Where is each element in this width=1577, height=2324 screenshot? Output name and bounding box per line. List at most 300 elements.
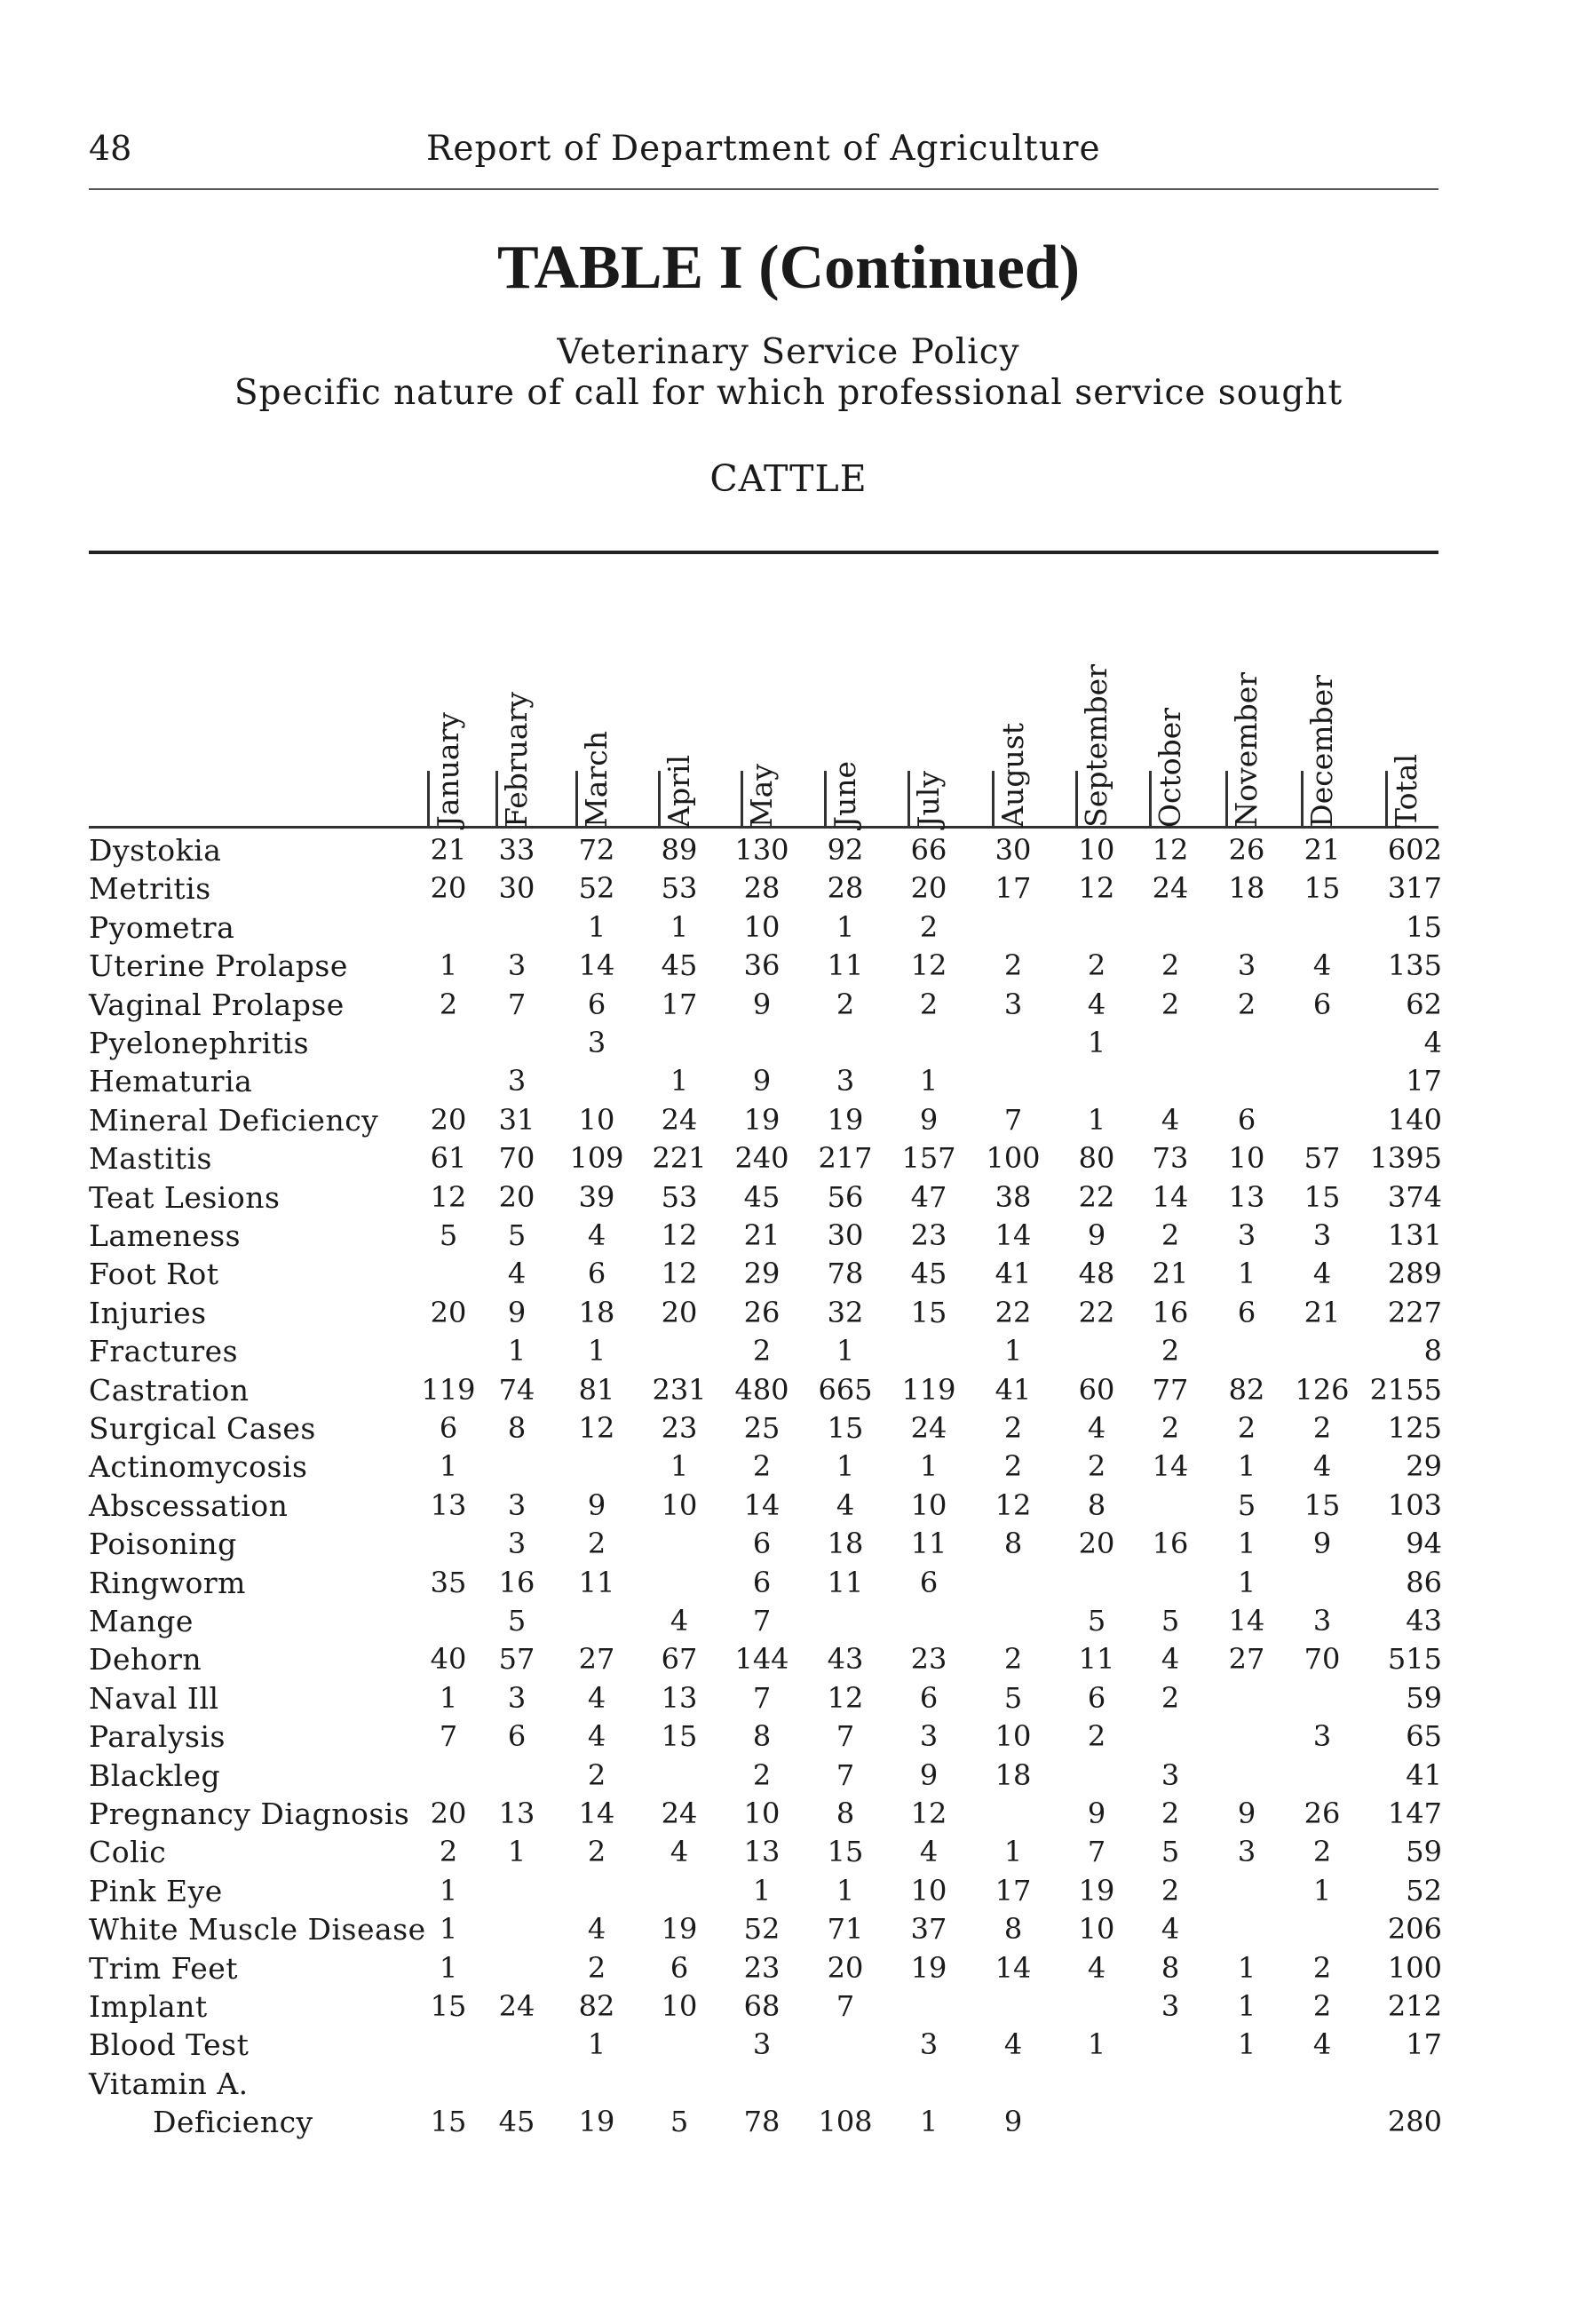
table-cell: 231 xyxy=(652,1372,707,1407)
row-label: Surgical Cases xyxy=(89,1411,316,1446)
table-cell: 4 xyxy=(1087,1411,1106,1445)
table-cell: 1 xyxy=(1237,1950,1256,1985)
table-cell: 1 xyxy=(1237,1257,1256,1291)
table-row xyxy=(0,1989,1577,2028)
row-label: Naval Ill xyxy=(89,1680,219,1716)
table-cell: 665 xyxy=(818,1372,873,1407)
table-row xyxy=(0,1373,1577,1412)
row-label: Pregnancy Diagnosis xyxy=(89,1797,410,1831)
table-cell: 12 xyxy=(910,948,947,983)
table-cell: 38 xyxy=(995,1179,1032,1214)
table-cell: 119 xyxy=(421,1372,476,1407)
table-cell: 45 xyxy=(661,948,698,983)
row-label: Trim Feet xyxy=(89,1950,239,1986)
table-cell: 1 xyxy=(836,1449,855,1484)
total-cell: 212 xyxy=(1387,1989,1442,2023)
table-cell: 1 xyxy=(1087,1102,1106,1137)
row-label: Vitamin A. xyxy=(89,2066,249,2101)
table-cell: 2 xyxy=(587,1527,606,1561)
table-cell: 18 xyxy=(1228,871,1265,906)
running-head: Report of Department of Agriculture xyxy=(426,129,1101,169)
table-cell: 4 xyxy=(1003,2027,1023,2062)
table-cell: 8 xyxy=(836,1797,855,1830)
row-label: Dystokia xyxy=(89,833,222,868)
table-cell: 4 xyxy=(1161,1912,1180,1947)
column-header-rule xyxy=(992,771,995,828)
column-header xyxy=(995,561,1038,828)
table-cell: 68 xyxy=(743,1989,781,2023)
table-cell: 82 xyxy=(1228,1372,1265,1407)
table-subtitle: Veterinary Service Policy xyxy=(557,332,1020,372)
table-cell: 9 xyxy=(587,1487,606,1522)
table-cell: 7 xyxy=(836,1719,855,1754)
table-cell: 41 xyxy=(995,1257,1032,1291)
table-cell: 3 xyxy=(1237,948,1256,983)
table-cell: 21 xyxy=(1304,833,1341,867)
table-cell: 21 xyxy=(743,1218,781,1252)
column-header-label: December xyxy=(1304,675,1339,828)
table-cell: 5 xyxy=(1161,1604,1180,1638)
table-row xyxy=(0,1257,1577,1296)
column-header-label: April xyxy=(662,755,696,828)
row-label: Hematuria xyxy=(89,1064,253,1099)
table-cell: 14 xyxy=(743,1487,781,1522)
table-cell: 2 xyxy=(752,1757,772,1792)
table-cell: 6 xyxy=(1237,1295,1256,1329)
table-cell: 22 xyxy=(1078,1179,1115,1214)
column-header xyxy=(1229,561,1272,828)
table-cell: 15 xyxy=(1304,1487,1341,1522)
column-header-label: Total xyxy=(1389,754,1423,828)
table-cell: 73 xyxy=(1152,1141,1189,1176)
table-cell: 14 xyxy=(995,1950,1032,1985)
table-cell: 12 xyxy=(827,1680,864,1715)
column-header xyxy=(911,561,954,828)
table-cell: 1 xyxy=(670,1449,689,1484)
table-cell: 25 xyxy=(743,1411,781,1445)
table-cell: 1 xyxy=(1237,2027,1256,2062)
table-row xyxy=(0,1218,1577,1257)
table-cell: 2 xyxy=(1003,1411,1023,1445)
table-cell: 3 xyxy=(1161,1989,1180,2023)
total-cell: 62 xyxy=(1406,987,1442,1021)
table-cell: 1 xyxy=(1237,1989,1256,2023)
table-cell: 9 xyxy=(919,1757,939,1792)
table-cell: 13 xyxy=(430,1487,467,1522)
row-label: Blood Test xyxy=(89,2027,250,2063)
column-header-rule xyxy=(575,771,578,828)
table-cell: 16 xyxy=(1152,1295,1189,1329)
table-cell: 43 xyxy=(827,1642,864,1677)
table-cell: 1 xyxy=(670,909,689,944)
table-cell: 9 xyxy=(919,1102,939,1137)
table-cell: 1 xyxy=(439,948,458,983)
table-cell: 8 xyxy=(507,1411,527,1445)
table-cell: 35 xyxy=(430,1565,467,1599)
total-cell: 17 xyxy=(1406,2027,1442,2062)
total-cell: 43 xyxy=(1406,1604,1442,1638)
table-cell: 10 xyxy=(661,1989,698,2023)
table-cell: 144 xyxy=(734,1642,789,1677)
table-cell: 20 xyxy=(430,1295,467,1329)
table-cell: 10 xyxy=(910,1873,947,1908)
table-cell: 70 xyxy=(498,1141,535,1176)
table-cell: 24 xyxy=(661,1102,698,1137)
table-cell: 2 xyxy=(1312,1411,1332,1445)
table-cell: 4 xyxy=(1312,948,1332,983)
table-row xyxy=(0,1912,1577,1951)
table-cell: 1 xyxy=(587,909,606,944)
table-cell: 2 xyxy=(1237,1411,1256,1445)
column-header-label: October xyxy=(1153,707,1187,828)
table-cell: 45 xyxy=(743,1179,781,1214)
table-cell: 119 xyxy=(901,1372,956,1407)
table-cell: 3 xyxy=(1003,987,1023,1021)
table-cell: 52 xyxy=(578,871,615,906)
table-cell: 3 xyxy=(752,2027,772,2062)
table-cell: 2 xyxy=(752,1334,772,1368)
table-cell: 2 xyxy=(1087,948,1106,983)
table-cell: 47 xyxy=(910,1179,947,1214)
table-cell: 1 xyxy=(836,909,855,944)
table-cell: 22 xyxy=(1078,1295,1115,1329)
table-cell: 19 xyxy=(578,2105,615,2139)
row-label: Lameness xyxy=(89,1218,242,1253)
row-label: Uterine Prolapse xyxy=(89,948,348,984)
table-cell: 9 xyxy=(1237,1797,1256,1830)
table-cell: 13 xyxy=(1228,1179,1265,1214)
table-cell: 10 xyxy=(1228,1141,1265,1176)
table-row xyxy=(0,1141,1577,1180)
table-cell: 29 xyxy=(743,1257,781,1291)
table-cell: 23 xyxy=(743,1950,781,1985)
table-cell: 221 xyxy=(652,1141,707,1176)
table-cell: 30 xyxy=(498,871,535,906)
total-cell: 2155 xyxy=(1369,1372,1442,1407)
table-cell: 7 xyxy=(439,1719,458,1754)
table-cell: 480 xyxy=(734,1372,789,1407)
table-cell: 1 xyxy=(1087,2027,1106,2062)
table-cell: 1 xyxy=(587,1334,606,1368)
column-header xyxy=(1153,561,1195,828)
table-row xyxy=(0,1797,1577,1836)
total-cell: 317 xyxy=(1387,871,1442,906)
table-cell: 9 xyxy=(752,987,772,1021)
table-cell: 130 xyxy=(734,833,789,867)
table-cell: 3 xyxy=(836,1064,855,1099)
row-label: Pyometra xyxy=(89,909,235,945)
table-row xyxy=(0,833,1577,872)
table-cell: 19 xyxy=(743,1102,781,1137)
table-cell: 5 xyxy=(507,1218,527,1252)
table-cell: 26 xyxy=(1228,833,1265,867)
column-header xyxy=(1304,561,1347,828)
column-header-rule xyxy=(907,771,910,828)
table-cell: 3 xyxy=(1237,1218,1256,1252)
table-row xyxy=(0,1411,1577,1450)
table-cell: 48 xyxy=(1078,1257,1115,1291)
table-cell: 30 xyxy=(827,1218,864,1252)
table-cell: 24 xyxy=(498,1989,535,2023)
table-row xyxy=(0,1488,1577,1527)
column-header-rule xyxy=(1149,771,1152,828)
table-row xyxy=(0,2027,1577,2066)
table-cell: 1 xyxy=(507,1835,527,1869)
table-cell: 32 xyxy=(827,1295,864,1329)
table-cell: 21 xyxy=(1304,1295,1341,1329)
table-cell: 78 xyxy=(743,2105,781,2139)
table-row xyxy=(0,1758,1577,1797)
table-cell: 10 xyxy=(743,1797,781,1830)
table-cell: 2 xyxy=(1161,1680,1180,1715)
table-cell: 2 xyxy=(1003,1642,1023,1677)
row-label: Mastitis xyxy=(89,1141,212,1177)
table-cell: 1 xyxy=(1237,1565,1256,1599)
table-cell: 10 xyxy=(910,1487,947,1522)
table-cell: 9 xyxy=(1312,1527,1332,1561)
table-cell: 2 xyxy=(1161,1797,1180,1830)
table-cell: 3 xyxy=(1161,1757,1180,1792)
table-cell: 13 xyxy=(661,1680,698,1715)
table-cell: 3 xyxy=(1237,1835,1256,1869)
table-title: TABLE I (Continued) xyxy=(496,234,1081,302)
table-cell: 2 xyxy=(752,1449,772,1484)
table-cell: 80 xyxy=(1078,1141,1115,1176)
table-cell: 4 xyxy=(1312,2027,1332,2062)
table-row xyxy=(0,910,1577,949)
total-cell: 86 xyxy=(1406,1565,1442,1599)
total-cell: 131 xyxy=(1387,1218,1442,1252)
table-cell: 20 xyxy=(430,1102,467,1137)
row-label: Pink Eye xyxy=(89,1873,223,1908)
table-cell: 2 xyxy=(1312,1835,1332,1869)
table-cell: 12 xyxy=(430,1179,467,1214)
total-cell: 206 xyxy=(1387,1912,1442,1947)
table-cell: 2 xyxy=(1161,1873,1180,1908)
table-cell: 23 xyxy=(910,1642,947,1677)
table-cell: 41 xyxy=(995,1372,1032,1407)
table-cell: 14 xyxy=(995,1218,1032,1252)
table-cell: 2 xyxy=(1237,987,1256,1021)
table-cell: 2 xyxy=(587,1950,606,1985)
table-cell: 24 xyxy=(910,1411,947,1445)
section-heading: CATTLE xyxy=(709,457,868,500)
table-cell: 2 xyxy=(1003,948,1023,983)
row-label: Vaginal Prolapse xyxy=(89,987,345,1022)
table-cell: 1 xyxy=(670,1064,689,1099)
table-cell: 2 xyxy=(1161,1411,1180,1445)
table-cell: 1 xyxy=(752,1873,772,1908)
table-cell: 7 xyxy=(752,1604,772,1638)
table-cell: 9 xyxy=(507,1295,527,1329)
table-cell: 1 xyxy=(439,1449,458,1484)
total-cell: 8 xyxy=(1423,1334,1442,1368)
table-cell: 10 xyxy=(995,1719,1032,1754)
table-cell: 15 xyxy=(827,1835,864,1869)
table-cell: 17 xyxy=(995,1873,1032,1908)
table-cell: 15 xyxy=(1304,871,1341,906)
row-label: Actinomycosis xyxy=(89,1449,308,1485)
column-header-label: June xyxy=(828,760,862,828)
column-header-label: August xyxy=(995,723,1030,828)
table-row xyxy=(0,1835,1577,1874)
total-cell: 103 xyxy=(1387,1487,1442,1522)
table-cell: 5 xyxy=(1003,1680,1023,1715)
total-cell: 280 xyxy=(1387,2105,1442,2139)
table-cell: 1 xyxy=(1003,1334,1023,1368)
column-header xyxy=(579,561,622,828)
table-cell: 67 xyxy=(661,1642,698,1677)
table-cell: 22 xyxy=(995,1295,1032,1329)
table-cell: 4 xyxy=(1161,1102,1180,1137)
table-cell: 21 xyxy=(430,833,467,867)
table-cell: 20 xyxy=(430,1797,467,1830)
table-cell: 2 xyxy=(1087,1449,1106,1484)
table-cell: 6 xyxy=(1087,1680,1106,1715)
table-cell: 12 xyxy=(661,1257,698,1291)
table-cell: 1 xyxy=(836,1873,855,1908)
row-label: Paralysis xyxy=(89,1719,226,1755)
table-cell: 9 xyxy=(752,1064,772,1099)
table-cell: 15 xyxy=(430,2105,467,2139)
table-cell: 4 xyxy=(507,1257,527,1291)
table-row xyxy=(0,1681,1577,1720)
table-row xyxy=(0,948,1577,988)
column-header-rule xyxy=(1301,771,1304,828)
total-cell: 1395 xyxy=(1369,1141,1442,1176)
table-cell: 12 xyxy=(995,1487,1032,1522)
table-cell: 11 xyxy=(910,1527,947,1561)
table-row xyxy=(0,1951,1577,1990)
table-cell: 15 xyxy=(661,1719,698,1754)
table-cell: 39 xyxy=(578,1179,615,1214)
table-row xyxy=(0,1334,1577,1373)
table-cell: 1 xyxy=(507,1334,527,1368)
table-row xyxy=(0,1874,1577,1913)
table-row xyxy=(0,871,1577,910)
column-header-rule xyxy=(824,771,827,828)
table-cell: 2 xyxy=(587,1757,606,1792)
row-label: Fractures xyxy=(89,1334,239,1369)
column-header xyxy=(499,561,542,828)
table-cell: 53 xyxy=(661,1179,698,1214)
table-cell: 10 xyxy=(578,1102,615,1137)
row-label: Pyelonephritis xyxy=(89,1026,310,1060)
table-cell: 81 xyxy=(578,1372,615,1407)
table-cell: 3 xyxy=(1312,1719,1332,1754)
table-cell: 13 xyxy=(498,1797,535,1830)
table-cell: 77 xyxy=(1152,1372,1189,1407)
total-cell: 135 xyxy=(1387,948,1442,983)
row-label: Ringworm xyxy=(89,1565,246,1600)
total-cell: 4 xyxy=(1423,1026,1442,1059)
table-row xyxy=(0,1604,1577,1643)
table-cell: 2 xyxy=(1087,1719,1106,1754)
total-cell: 602 xyxy=(1387,833,1442,867)
table-cell: 3 xyxy=(507,1064,527,1099)
table-cell: 57 xyxy=(1304,1141,1341,1176)
table-cell: 4 xyxy=(1161,1642,1180,1677)
total-cell: 147 xyxy=(1387,1797,1442,1830)
table-cell: 37 xyxy=(910,1912,947,1947)
row-label: Blackleg xyxy=(89,1757,221,1793)
table-cell: 4 xyxy=(1312,1449,1332,1484)
table-cell: 14 xyxy=(1228,1604,1265,1638)
total-cell: 65 xyxy=(1406,1719,1442,1754)
table-cell: 9 xyxy=(1087,1797,1106,1830)
table-cell: 3 xyxy=(587,1026,606,1059)
column-header-label: February xyxy=(499,692,534,828)
table-cell: 100 xyxy=(986,1141,1041,1176)
row-label: Implant xyxy=(89,1989,208,2024)
table-cell: 4 xyxy=(1087,1950,1106,1985)
table-row xyxy=(0,988,1577,1027)
table-cell: 1 xyxy=(439,1873,458,1908)
total-cell: 289 xyxy=(1387,1257,1442,1291)
table-cell: 71 xyxy=(827,1912,864,1947)
row-label: White Muscle Disease xyxy=(89,1912,426,1947)
table-row xyxy=(0,1527,1577,1566)
page-number: 48 xyxy=(89,129,132,168)
table-cell: 3 xyxy=(507,948,527,983)
table-row xyxy=(0,1180,1577,1219)
table-cell: 3 xyxy=(1312,1218,1332,1252)
table-cell: 3 xyxy=(919,1719,939,1754)
table-cell: 6 xyxy=(587,1257,606,1291)
row-label: Castration xyxy=(89,1372,250,1408)
row-label: Abscessation xyxy=(89,1487,289,1523)
table-cell: 2 xyxy=(919,987,939,1021)
table-cell: 20 xyxy=(430,871,467,906)
table-cell: 1 xyxy=(836,1334,855,1368)
table-cell: 1 xyxy=(1087,1026,1106,1059)
table-cell: 12 xyxy=(1078,871,1115,906)
column-header xyxy=(431,561,473,828)
table-cell: 19 xyxy=(661,1912,698,1947)
column-header xyxy=(1389,561,1431,828)
column-header-rule xyxy=(1075,771,1078,828)
column-header-label: November xyxy=(1229,672,1264,828)
row-label: Injuries xyxy=(89,1295,207,1330)
table-cell: 60 xyxy=(1078,1372,1115,1407)
table-cell: 14 xyxy=(578,1797,615,1830)
column-header xyxy=(828,561,870,828)
table-cell: 3 xyxy=(507,1487,527,1522)
table-cell: 57 xyxy=(498,1642,535,1677)
table-cell: 157 xyxy=(901,1141,956,1176)
table-cell: 1 xyxy=(1237,1449,1256,1484)
row-label: Poisoning xyxy=(89,1527,237,1562)
table-cell: 2 xyxy=(1312,1950,1332,1985)
table-cell: 20 xyxy=(1078,1527,1115,1561)
table-cell: 6 xyxy=(439,1411,458,1445)
table-cell: 2 xyxy=(1312,1989,1332,2023)
table-cell: 78 xyxy=(827,1257,864,1291)
total-cell: 100 xyxy=(1387,1950,1442,1985)
table-cell: 33 xyxy=(498,833,535,867)
table-cell: 5 xyxy=(439,1218,458,1252)
table-cell: 5 xyxy=(670,2105,689,2139)
row-label: Mineral Deficiency xyxy=(89,1102,379,1138)
table-cell: 18 xyxy=(827,1527,864,1561)
table-cell: 20 xyxy=(827,1950,864,1985)
table-row xyxy=(0,2066,1577,2106)
table-cell: 1 xyxy=(439,1950,458,1985)
table-cell: 23 xyxy=(910,1218,947,1252)
column-header xyxy=(1079,561,1121,828)
total-cell: 41 xyxy=(1406,1757,1442,1792)
table-cell: 15 xyxy=(1304,1179,1341,1214)
